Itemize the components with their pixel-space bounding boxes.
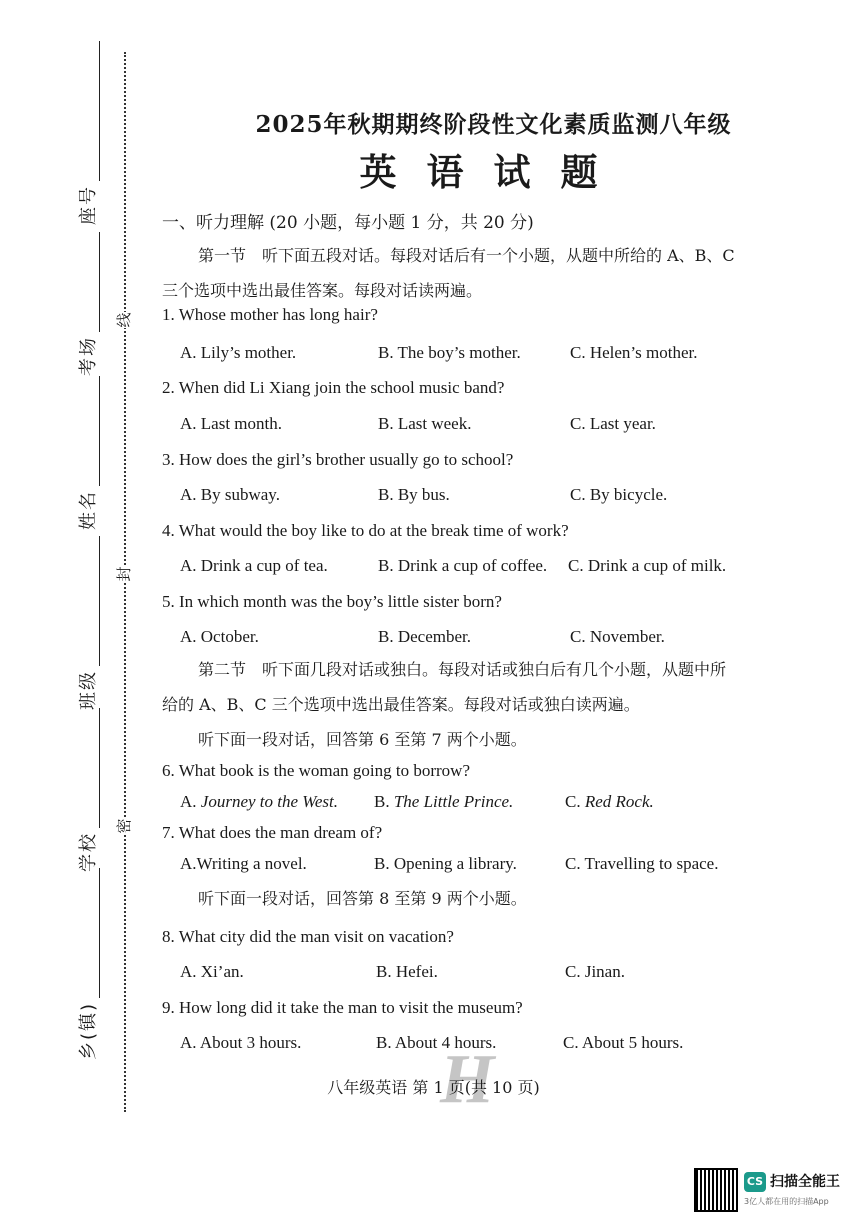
option-8a: A. Xi’an.	[180, 962, 244, 981]
option-5b: B. December.	[378, 627, 471, 646]
part1-instruction-2: 三个选项中选出最佳答案。每段对话读两遍。	[162, 281, 483, 300]
option-2b: B. Last week.	[378, 414, 472, 433]
instruction-q8-q9: 听下面一段对话，回答第 8 至第 9 两个小题。	[198, 889, 527, 908]
seal-char-seal: 封	[115, 566, 133, 582]
option-2c: C. Last year.	[570, 414, 656, 433]
option-5a: A. October.	[180, 627, 259, 646]
field-label: 座号	[78, 185, 99, 225]
section-heading: 一、听力理解 (20 小题，每小题 1 分，共 20 分)	[162, 213, 534, 233]
question-6: 6. What book is the woman going to borrow?	[162, 761, 471, 780]
option-prefix: A.	[180, 792, 201, 811]
option-1a: A. Lily’s mother.	[180, 343, 297, 362]
option-3c: C. By bicycle.	[570, 485, 668, 504]
question-2: 2. When did Li Xiang join the school music band?	[162, 378, 505, 397]
camscanner-logo-icon: CS	[744, 1172, 766, 1192]
option-4c: C. Drink a cup of milk.	[568, 556, 727, 575]
option-6a	[180, 792, 338, 812]
option-1c: C. Helen’s mother.	[570, 343, 698, 362]
field-label: 班级	[78, 670, 99, 710]
question-7: 7. What does the man dream of?	[162, 823, 383, 842]
option-prefix: B.	[374, 792, 394, 811]
option-1b: B. The boy’s mother.	[378, 343, 521, 362]
option-8c: C. Jinan.	[565, 962, 625, 981]
fill-blank[interactable]	[75, 536, 100, 666]
option-3a: A. By subway.	[180, 485, 280, 504]
scanner-app-name: 扫描全能王	[770, 1174, 840, 1190]
option-7b: B. Opening a library.	[374, 854, 517, 873]
book-title: Red Rock.	[584, 792, 654, 811]
option-9b: B. About 4 hours.	[376, 1033, 497, 1052]
page-footer: 八年级英语 第 1 页(共 10 页)	[327, 1078, 540, 1097]
option-7c: C. Travelling to space.	[565, 854, 719, 873]
part2-instruction-2: 给的 A、B、C 三个选项中选出最佳答案。每段对话或独白读两遍。	[162, 695, 640, 714]
question-5: 5. In which month was the boy’s little sister born?	[162, 592, 502, 611]
fill-blank[interactable]	[75, 376, 100, 486]
scanner-tagline: 3亿人都在用的扫描App	[744, 1197, 829, 1206]
book-title: The Little Prince.	[393, 792, 514, 811]
option-3b: B. By bus.	[378, 485, 450, 504]
watermark-logo: H	[440, 1041, 495, 1118]
option-6c	[565, 792, 654, 812]
fill-blank[interactable]	[75, 41, 100, 181]
option-prefix: C.	[565, 792, 585, 811]
option-7a: A.Writing a novel.	[180, 854, 307, 873]
exam-title: 英语试题	[359, 150, 628, 194]
qr-code-icon	[694, 1168, 738, 1212]
option-4a: A. Drink a cup of tea.	[180, 556, 328, 575]
question-1: 1. Whose mother has long hair?	[162, 305, 378, 324]
option-5c: C. November.	[570, 627, 665, 646]
question-4: 4. What would the boy like to do at the break time of work?	[162, 521, 569, 540]
exam-subtitle: 2025年秋期期终阶段性文化素质监测八年级	[255, 111, 732, 138]
option-9a: A. About 3 hours.	[180, 1033, 302, 1052]
option-2a: A. Last month.	[180, 414, 282, 433]
fill-blank[interactable]	[75, 232, 100, 332]
field-label: 考场	[78, 336, 99, 376]
field-label: 学校	[78, 832, 99, 872]
binding-dotted-line	[124, 52, 126, 1112]
option-8b: B. Hefei.	[376, 962, 438, 981]
part2-instruction-1: 第二节 听下面几段对话或独白。每段对话或独白后有几个小题，从题中所	[198, 660, 727, 679]
fill-blank[interactable]	[75, 708, 100, 828]
scanner-brand	[694, 1168, 859, 1216]
option-4b: B. Drink a cup of coffee.	[378, 556, 548, 575]
fill-blank[interactable]	[75, 868, 100, 998]
question-3: 3. How does the girl’s brother usually go to school?	[162, 450, 514, 469]
field-label: 乡(镇)	[78, 1001, 99, 1060]
part1-instruction-1: 第一节 听下面五段对话。每段对话后有一个小题，从题中所给的 A、B、C	[198, 246, 735, 265]
field-label: 姓名	[78, 490, 99, 530]
seal-char-secret: 密	[115, 818, 133, 834]
option-9c: C. About 5 hours.	[563, 1033, 684, 1052]
seal-char-line: 线	[115, 312, 133, 328]
question-8: 8. What city did the man visit on vacation?	[162, 927, 454, 946]
option-6b	[374, 792, 513, 812]
question-9: 9. How long did it take the man to visit the museum?	[162, 998, 523, 1017]
instruction-q6-q7: 听下面一段对话，回答第 6 至第 7 两个小题。	[198, 730, 527, 749]
book-title: Journey to the West.	[200, 792, 339, 811]
